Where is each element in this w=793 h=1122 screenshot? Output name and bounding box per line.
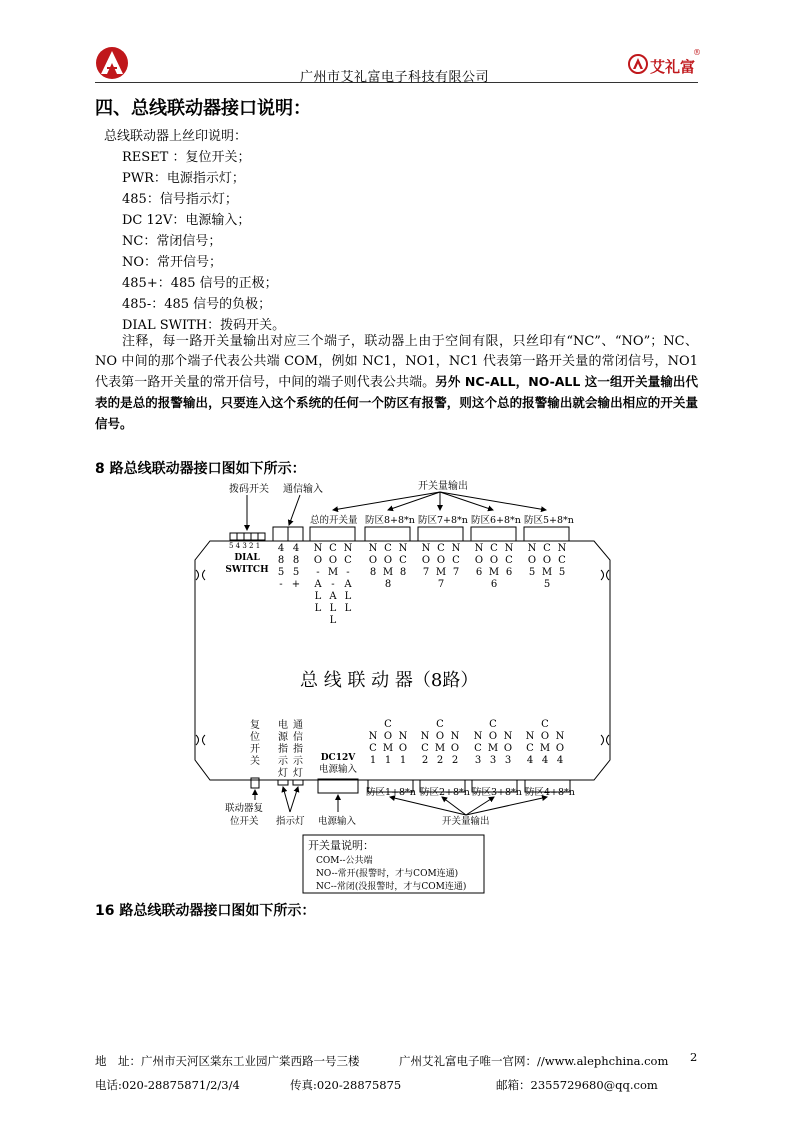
group-label-zone8: 防区8+8*n bbox=[365, 515, 415, 526]
terminal-label: N bbox=[525, 731, 535, 742]
silkscreen-item: RESET ：复位开关； bbox=[122, 150, 251, 165]
terminal-label: C bbox=[490, 543, 498, 554]
terminal-label: N bbox=[313, 543, 323, 554]
silkscreen-item: PWR：电源指示灯； bbox=[122, 171, 245, 186]
footer-website: 广州艾礼富电子唯一官网：//www.alephchina.com bbox=[399, 1054, 669, 1068]
terminal-label: C bbox=[369, 743, 377, 754]
terminal-label: N bbox=[527, 543, 537, 554]
indicator-label: 关 bbox=[250, 756, 260, 767]
terminal-label: C bbox=[421, 743, 429, 754]
group-label-zone6: 防区6+8*n bbox=[471, 515, 521, 526]
terminal-label: O bbox=[542, 555, 552, 566]
dc12v-label: DC12V bbox=[320, 753, 356, 763]
terminal-label: O bbox=[436, 555, 446, 566]
terminal-label: N bbox=[503, 731, 513, 742]
indicator-label: 灯 bbox=[278, 768, 288, 779]
terminal-label: C bbox=[344, 555, 352, 566]
terminal-label: A bbox=[314, 579, 322, 590]
terminal-label: C bbox=[543, 543, 551, 554]
switch-output-callout-top: 开关量输出 bbox=[418, 481, 468, 492]
indicator-label: 灯 bbox=[293, 768, 303, 779]
terminal-label: C bbox=[489, 719, 497, 730]
terminal-label: O bbox=[383, 731, 393, 742]
terminal-label: 1 bbox=[369, 755, 377, 766]
terminal-label: 7 bbox=[437, 579, 445, 590]
terminal-label: N bbox=[368, 731, 378, 742]
group-label-zone7: 防区7+8*n bbox=[418, 515, 468, 526]
terminal-label: M bbox=[488, 567, 500, 578]
indicator-label: 信 bbox=[293, 732, 303, 743]
terminal-label: O bbox=[328, 555, 338, 566]
terminal-label: C bbox=[474, 743, 482, 754]
indicator-label: 电 bbox=[278, 720, 288, 731]
terminal-label: 6 bbox=[505, 567, 513, 578]
terminal-label: O bbox=[313, 555, 323, 566]
silkscreen-item: 485+：485 信号的正极； bbox=[122, 276, 278, 291]
dial-numbers: 5 4 3 2 1 bbox=[229, 542, 261, 550]
terminal-label: L bbox=[344, 591, 352, 602]
group-label-zone1: 防区1+8*n bbox=[366, 787, 416, 798]
terminal-label: A bbox=[344, 579, 352, 590]
note-bold-text: 另外 NC-ALL，NO-ALL 这一组开关量输出代表的是总的报警输出，只要连入这个系统的任何一个防区有报警，则这个总的报警输出就会输出相应的开关量信号。 bbox=[95, 374, 698, 431]
terminal-label: 8 bbox=[384, 579, 392, 590]
terminal-label: 7 bbox=[452, 567, 460, 578]
footer-email: 邮箱：2355729680@qq.com bbox=[496, 1078, 658, 1092]
subtitle-16-channel: 16 路总线联动器接口图如下所示： bbox=[95, 903, 316, 919]
silkscreen-item: DC 12V：电源输入； bbox=[122, 213, 251, 228]
terminal-label: - bbox=[331, 579, 335, 590]
terminal-label: O bbox=[488, 731, 498, 742]
terminal-label: N bbox=[473, 731, 483, 742]
group-label-total: 总的开关量 bbox=[310, 515, 358, 526]
silkscreen-item: 485-：485 信号的负极； bbox=[122, 297, 272, 312]
page-number: 2 bbox=[690, 1050, 698, 1064]
terminal-label: 1 bbox=[384, 755, 392, 766]
note-text: 注释，每一路开关量输出对应三个端子，联动器上由于空间有限，只丝印有“NC”、“NO”；NC、NO 中间的那个端子代表公共端 COM，例如 NC1，NO1，NC1 代表第一路开关量的常闭信号，NO1 代表第一路开关量的常开信号，中间的端子则代表公共端。 bbox=[95, 334, 698, 390]
terminal-label: M bbox=[382, 567, 394, 578]
terminal-label: C bbox=[526, 743, 534, 754]
header-company-name: 广州市艾礼富电子科技有限公司 bbox=[300, 70, 490, 85]
reset-callout-1: 联动器复 bbox=[225, 803, 264, 814]
terminal-label: 5 bbox=[543, 579, 551, 590]
indicator-label: 源 bbox=[278, 732, 288, 743]
terminal-label: N bbox=[504, 543, 514, 554]
terminal-label: M bbox=[435, 567, 447, 578]
terminal-label: A bbox=[329, 591, 337, 602]
bottom-indicator-labels bbox=[250, 718, 304, 779]
indicator-label: 位 bbox=[250, 732, 260, 743]
dial-label: DIAL bbox=[234, 553, 260, 563]
group-label-zone5: 防区5+8*n bbox=[524, 515, 574, 526]
silkscreen-item: NO：常开信号； bbox=[122, 255, 223, 270]
indicator-label: 指 bbox=[293, 744, 303, 755]
terminal-label: C bbox=[558, 555, 566, 566]
terminal-label: 6 bbox=[490, 579, 498, 590]
terminal-label: 2 bbox=[436, 755, 444, 766]
terminal-label: L bbox=[344, 603, 352, 614]
terminal-label: O bbox=[435, 731, 445, 742]
terminal-label: M bbox=[382, 743, 394, 754]
terminal-label: O bbox=[368, 555, 378, 566]
section-title: 四、总线联动器接口说明： bbox=[95, 98, 311, 119]
terminal-label: O bbox=[398, 743, 408, 754]
terminal-label: 4 bbox=[556, 755, 564, 766]
terminal-label: 3 bbox=[489, 755, 497, 766]
indicator-label: 复 bbox=[250, 720, 260, 731]
terminal-label: M bbox=[487, 743, 499, 754]
terminal-label: 8 bbox=[369, 567, 377, 578]
terminal-label: C bbox=[436, 719, 444, 730]
silkscreen-intro: 总线联动器上丝印说明： bbox=[104, 129, 248, 144]
terminal-label: N bbox=[343, 543, 353, 554]
terminal-label: O bbox=[489, 555, 499, 566]
legend-nc: NC--常闭(没报警时，才与COM连通) bbox=[316, 882, 467, 892]
terminal-label: 5 bbox=[277, 567, 285, 578]
terminal-label: O bbox=[383, 555, 393, 566]
terminal-label: M bbox=[327, 567, 339, 578]
terminal-label: 2 bbox=[421, 755, 429, 766]
terminal-label: - bbox=[279, 579, 283, 590]
terminal-label: M bbox=[434, 743, 446, 754]
terminal-label: 4 bbox=[541, 755, 549, 766]
terminal-label: O bbox=[503, 743, 513, 754]
terminal-label: O bbox=[474, 555, 484, 566]
terminal-label: L bbox=[329, 603, 337, 614]
terminal-label: N bbox=[421, 543, 431, 554]
reset-callout-2: 位开关 bbox=[230, 816, 259, 827]
terminal-label: O bbox=[421, 555, 431, 566]
terminal-label: 3 bbox=[504, 755, 512, 766]
power-input-callout: 电源输入 bbox=[318, 816, 357, 827]
terminal-label: 2 bbox=[451, 755, 459, 766]
terminal-label: N bbox=[474, 543, 484, 554]
indicator-label: 指 bbox=[278, 744, 288, 755]
registered-mark: ® bbox=[693, 48, 701, 57]
group-label-zone3: 防区3+8*n bbox=[472, 787, 522, 798]
terminal-label: 5 bbox=[292, 567, 300, 578]
indicator-label: 开 bbox=[250, 744, 260, 755]
terminal-label: O bbox=[450, 743, 460, 754]
subtitle-8-channel: 8 路总线联动器接口图如下所示： bbox=[95, 461, 306, 477]
footer-tel: 电话:020-28875871/2/3/4 bbox=[95, 1078, 240, 1092]
device-title: 总 线 联 动 器（8路） bbox=[300, 670, 479, 691]
terminal-label: 6 bbox=[475, 567, 483, 578]
terminal-label: C bbox=[399, 555, 407, 566]
power-input-label: 电源输入 bbox=[318, 764, 358, 775]
terminal-label: M bbox=[541, 567, 553, 578]
terminal-label: N bbox=[368, 543, 378, 554]
brand-name: 艾礼富 bbox=[650, 58, 696, 76]
terminal-label: O bbox=[555, 743, 565, 754]
terminal-label: 8 bbox=[292, 555, 300, 566]
terminal-label: C bbox=[384, 719, 392, 730]
terminal-label: N bbox=[398, 543, 408, 554]
terminal-label: 1 bbox=[399, 755, 407, 766]
terminal-label: C bbox=[329, 543, 337, 554]
terminal-label: N bbox=[420, 731, 430, 742]
dial-switch-icon bbox=[230, 533, 265, 540]
legend-no: NO--常开(报警时，才与COM连通) bbox=[316, 869, 459, 879]
indicator-callout: 指示灯 bbox=[276, 816, 305, 827]
footer-address: 地 址：广州市天河区棠东工业园广棠西路一号三楼 bbox=[95, 1054, 360, 1068]
terminal-label: N bbox=[555, 731, 565, 742]
terminal-label: 8 bbox=[399, 567, 407, 578]
terminal-label: C bbox=[452, 555, 460, 566]
terminal-label: 5 bbox=[528, 567, 536, 578]
terminal-label: + bbox=[291, 579, 301, 590]
footer-fax: 传真:020-28875875 bbox=[290, 1078, 402, 1092]
terminal-label: 8 bbox=[277, 555, 285, 566]
indicator-label: 示 bbox=[293, 756, 303, 767]
group-label-zone4: 防区4+8*n bbox=[525, 787, 575, 798]
silkscreen-item: NC：常闭信号； bbox=[122, 234, 222, 249]
legend-com: COM--公共端 bbox=[316, 856, 373, 866]
terminal-label: N bbox=[451, 543, 461, 554]
terminal-label: 5 bbox=[558, 567, 566, 578]
terminal-label: 4 bbox=[526, 755, 534, 766]
terminal-label: L bbox=[314, 591, 322, 602]
terminal-label: N bbox=[450, 731, 460, 742]
terminal-label: C bbox=[437, 543, 445, 554]
terminal-label: L bbox=[329, 615, 337, 626]
group-label-zone2: 防区2+8*n bbox=[420, 787, 470, 798]
switch-label: SWITCH bbox=[225, 565, 269, 575]
indicator-label: 示 bbox=[278, 756, 288, 767]
switch-output-callout-bottom: 开关量输出 bbox=[442, 816, 490, 827]
terminal-label: C bbox=[505, 555, 513, 566]
terminal-label: - bbox=[346, 567, 350, 578]
terminal-label: L bbox=[314, 603, 322, 614]
terminal-label: 4 bbox=[277, 543, 285, 554]
terminal-label: 7 bbox=[422, 567, 430, 578]
indicator-label: 通 bbox=[293, 720, 303, 731]
terminal-label: M bbox=[539, 743, 551, 754]
terminal-label: O bbox=[527, 555, 537, 566]
bottom-terminal-labels bbox=[369, 719, 565, 766]
terminal-label: C bbox=[384, 543, 392, 554]
terminal-label: 4 bbox=[292, 543, 300, 554]
terminal-label: - bbox=[316, 567, 320, 578]
terminal-label: O bbox=[540, 731, 550, 742]
dial-switch-callout: 拨码开关 bbox=[229, 484, 269, 495]
top-terminal-labels bbox=[278, 543, 567, 626]
legend-title: 开关量说明： bbox=[308, 839, 374, 852]
terminal-label: N bbox=[398, 731, 408, 742]
silkscreen-item: DIAL SWITH：拨码开关。 bbox=[122, 318, 286, 333]
terminal-label: C bbox=[541, 719, 549, 730]
terminal-label: N bbox=[557, 543, 567, 554]
comm-input-callout: 通信输入 bbox=[283, 484, 323, 495]
silkscreen-item: 485：信号指示灯； bbox=[122, 192, 238, 207]
terminal-label: 3 bbox=[474, 755, 482, 766]
